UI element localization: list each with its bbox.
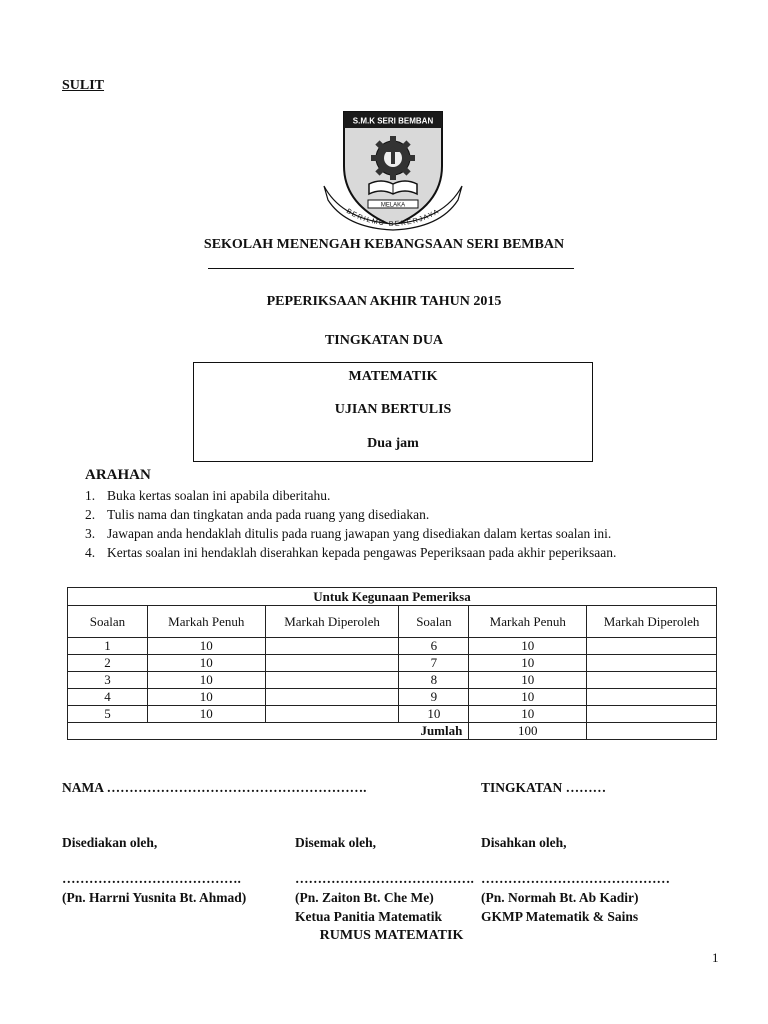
- obtained-marks-cell[interactable]: [265, 706, 399, 723]
- school-crest: [322, 108, 464, 232]
- obtained-marks-cell[interactable]: [587, 706, 717, 723]
- approved-by-label: Disahkan oleh,: [481, 835, 567, 850]
- full-marks-cell: 10: [147, 689, 265, 706]
- instruction-item: [85, 543, 616, 562]
- table-row: [68, 672, 717, 689]
- total-label: Jumlah: [68, 723, 469, 740]
- instruction-number: 1.: [85, 488, 96, 503]
- question-cell: 2: [68, 655, 148, 672]
- checked-by-name: (Pn. Zaiton Bt. Che Me): [295, 890, 434, 905]
- instruction-text: Tulis nama dan tingkatan anda pada ruang yang disediakan.: [107, 507, 430, 522]
- obtained-marks-cell[interactable]: [265, 689, 399, 706]
- subject-box: [193, 362, 593, 462]
- instructions-list: [85, 486, 616, 562]
- column-header: Soalan: [68, 606, 148, 638]
- crest-motto-path-text: BERILMU BEKERJAYA: [344, 207, 442, 229]
- question-cell: 10: [399, 706, 469, 723]
- gear-icon: [371, 136, 415, 180]
- question-cell: 3: [68, 672, 148, 689]
- question-cell: 1: [68, 638, 148, 655]
- student-name-field[interactable]: NAMA ………………………………………………….: [62, 780, 367, 795]
- crest-ribbon-text: MELAKA: [380, 202, 406, 209]
- full-marks-cell: 10: [469, 689, 587, 706]
- column-header: Soalan: [399, 606, 469, 638]
- full-marks-cell: 10: [147, 672, 265, 689]
- crest-banner-text: S.M.K SERI BEMBAN: [352, 116, 434, 126]
- instruction-number: 3.: [85, 526, 96, 541]
- question-cell: 6: [399, 638, 469, 655]
- total-row: [68, 723, 717, 740]
- full-marks-cell: 10: [469, 655, 587, 672]
- obtained-marks-cell[interactable]: [587, 672, 717, 689]
- instruction-text: Jawapan anda hendaklah ditulis pada ruang jawapan yang disediakan dalam kertas soalan ini.: [107, 526, 612, 541]
- obtained-marks-cell[interactable]: [587, 638, 717, 655]
- approved-by-role: GKMP Matematik & Sains: [481, 909, 639, 924]
- instruction-text: Kertas soalan ini hendaklah diserahkan kepada pengawas Peperiksaan pada akhir peperiksaan.: [107, 545, 617, 560]
- table-row: [68, 638, 717, 655]
- column-header: Markah Diperoleh: [265, 606, 399, 638]
- column-header: Markah Diperoleh: [587, 606, 717, 638]
- student-form-field[interactable]: TINGKATAN ………: [481, 780, 607, 795]
- title-divider: [208, 268, 574, 269]
- instruction-item: [85, 505, 616, 524]
- checked-by-role: Ketua Panitia Matematik: [295, 909, 442, 924]
- question-cell: 4: [68, 689, 148, 706]
- full-marks-cell: 10: [469, 638, 587, 655]
- instruction-number: 4.: [85, 545, 96, 560]
- instructions-heading: ARAHAN: [85, 467, 151, 483]
- table-row: [68, 655, 717, 672]
- form-level: TINGKATAN DUA: [324, 333, 444, 348]
- total-value: 100: [469, 723, 587, 740]
- full-marks-cell: 10: [147, 638, 265, 655]
- page-number: 1: [712, 950, 719, 965]
- full-marks-cell: 10: [147, 655, 265, 672]
- checked-by-signature-line: ………………………………….: [295, 871, 474, 886]
- full-marks-cell: 10: [469, 672, 587, 689]
- marks-table-title: Untuk Kegunaan Pemeriksa: [68, 588, 717, 606]
- exam-title: PEPERIKSAAN AKHIR TAHUN 2015: [266, 294, 502, 309]
- full-marks-cell: 10: [469, 706, 587, 723]
- exam-duration: Dua jam: [367, 436, 419, 451]
- prepared-by-signature-line: ………………………………….: [62, 871, 241, 886]
- instruction-number: 2.: [85, 507, 96, 522]
- prepared-by-label: Disediakan oleh,: [62, 835, 158, 850]
- question-cell: 5: [68, 706, 148, 723]
- instruction-text: Buka kertas soalan ini apabila diberitahu.: [107, 488, 331, 503]
- obtained-marks-cell[interactable]: [265, 638, 399, 655]
- approved-by-signature-line: ……………………………………: [481, 871, 670, 886]
- obtained-marks-cell[interactable]: [587, 689, 717, 706]
- full-marks-cell: 10: [147, 706, 265, 723]
- approved-by-name: (Pn. Normah Bt. Ab Kadir): [481, 890, 639, 905]
- table-row: [68, 706, 717, 723]
- column-header: Markah Penuh: [147, 606, 265, 638]
- subject-name: MATEMATIK: [348, 369, 438, 384]
- classification-label: SULIT: [62, 78, 105, 93]
- paper-type: UJIAN BERTULIS: [334, 402, 452, 417]
- obtained-marks-cell[interactable]: [265, 672, 399, 689]
- checked-by-label: Disemak oleh,: [295, 835, 376, 850]
- instruction-item: [85, 524, 616, 543]
- next-section-heading: RUMUS MATEMATIK: [319, 928, 464, 943]
- column-header: Markah Penuh: [469, 606, 587, 638]
- table-row: [68, 689, 717, 706]
- question-cell: 7: [399, 655, 469, 672]
- question-cell: 9: [399, 689, 469, 706]
- instruction-item: [85, 486, 616, 505]
- total-obtained-cell[interactable]: [587, 723, 717, 740]
- school-name: SEKOLAH MENENGAH KEBANGSAAN SERI BEMBAN: [203, 237, 565, 252]
- question-cell: 8: [399, 672, 469, 689]
- obtained-marks-cell[interactable]: [587, 655, 717, 672]
- examiner-marks-table: [67, 587, 717, 740]
- prepared-by-name: (Pn. Harrni Yusnita Bt. Ahmad): [62, 890, 247, 905]
- obtained-marks-cell[interactable]: [265, 655, 399, 672]
